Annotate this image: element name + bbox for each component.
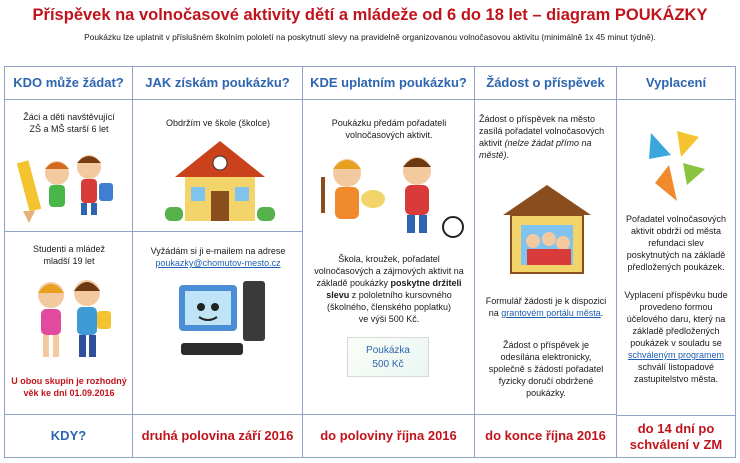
header-where: KDE uplatním poukázku? xyxy=(303,67,474,100)
children-school-illustration xyxy=(17,139,123,225)
voucher-image: Poukázka 500 Kč xyxy=(347,337,429,377)
column-who xyxy=(5,67,133,457)
text-request-organizer: Žádost o příspěvek na město zasílá pořadatel volnočasových aktivit (nelze žádat přímo na městě). xyxy=(479,114,605,160)
footer-payment-when: do 14 dní po schválení v ZM xyxy=(617,415,735,457)
email-link[interactable]: poukazky@chomutov-mesto.cz xyxy=(155,258,281,268)
column-how xyxy=(133,67,303,457)
header-payment: Vyplacení xyxy=(617,67,735,100)
school-window-illustration xyxy=(499,181,595,277)
text-discount: Škola, kroužek, pořadatel volnočasových a zájmových aktivit na základě poukázky poskytne držiteli slevu z pololetního kursovného (školného, členského poplatku) ve výši 500 Kč. xyxy=(314,254,464,324)
footer-where-when: do poloviny října 2016 xyxy=(303,414,474,457)
computer-illustration xyxy=(177,277,269,363)
footer-request-when: do konce října 2016 xyxy=(475,414,616,457)
text-email-request: Vyžádám si ji e-mailem na adrese poukazky@chomutov-mesto.cz xyxy=(133,245,303,269)
text-refund: Pořadatel volnočasových aktivit obdrží od města refundaci slev poskytnutých na základě předložených poukázek. xyxy=(625,214,727,272)
students-illustration xyxy=(19,271,119,367)
text-pupils: Žáci a děti navštěvující ZŠ a MŠ starší 6 let xyxy=(23,112,115,134)
school-house-illustration xyxy=(165,133,275,225)
header-request: Žádost o příspěvek xyxy=(475,67,616,100)
column-where xyxy=(303,67,475,457)
children-activities-illustration xyxy=(313,147,465,239)
column-payment xyxy=(617,67,735,457)
column-request xyxy=(475,67,617,457)
approved-program-link[interactable]: schváleným programem xyxy=(627,350,725,360)
page-subtitle: Poukázku lze uplatnit v příslušném školním pololetí na poskytnutí slevy na pravidelně organizovanou volnočasovou aktivitu (minimálně 1x 45 minut týdně). xyxy=(84,32,656,42)
age-note: U obou skupin je rozhodný věk ke dni 01.09.2016 xyxy=(11,376,127,398)
footer-how-when: druhá polovina září 2016 xyxy=(133,414,302,457)
text-payment: Vyplacení příspěvku bude provedeno formou účelového daru, který na základě předložených poukázek v souladu se schváleným programem schválí listopadové zastupitelstvo města. xyxy=(617,289,735,385)
text-hand-over: Poukázku předám pořadateli volnočasových aktivit. xyxy=(331,118,447,140)
header-how: JAK získám poukázku? xyxy=(133,67,302,100)
text-students: Studenti a mládež mladší 19 let xyxy=(32,244,106,266)
footer-when: KDY? xyxy=(5,414,132,457)
text-school: Obdržím ve škole (školce) xyxy=(165,118,271,128)
city-logo xyxy=(643,125,709,205)
header-who: KDO může žádat? xyxy=(5,67,132,100)
text-electronic: Žádost o příspěvek je odesílána elektronicky, společně s žádostí pořadatel fyzicky doručí obdržené poukázky. xyxy=(488,340,604,398)
text-form: Formulář žádosti je k dispozici na grantovém portálu města. xyxy=(485,296,607,318)
grant-portal-link[interactable]: grantovém portálu města xyxy=(501,308,601,318)
diagram-grid xyxy=(4,66,736,458)
page-title: Příspěvek na volnočasové aktivity dětí a mládeže od 6 do 18 let – diagram POUKÁZKY xyxy=(32,6,708,24)
